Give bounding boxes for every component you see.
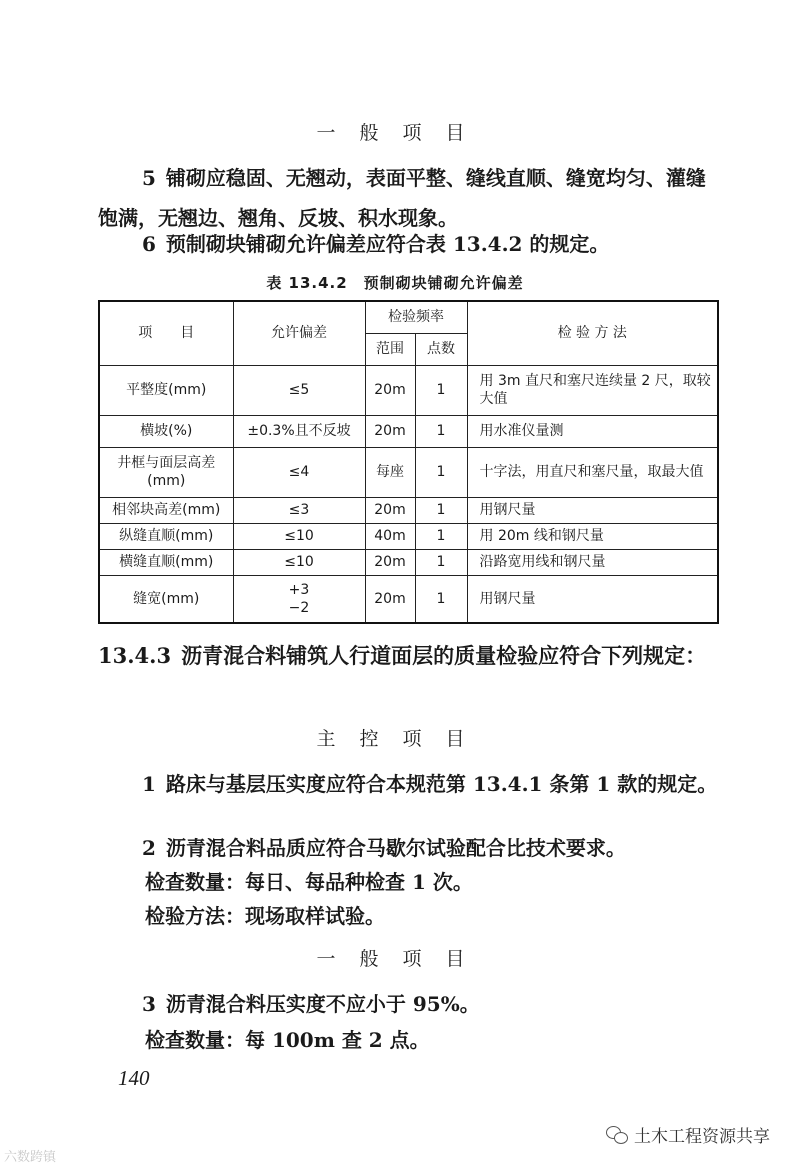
header-frequency: 检验频率 <box>365 301 467 333</box>
cell-method: 用钢尺量 <box>467 497 718 523</box>
cell-tolerance: ≤4 <box>233 447 365 497</box>
cell-method: 用钢尺量 <box>467 575 718 623</box>
cell-item: 横缝直顺(mm) <box>99 549 233 575</box>
table-row <box>99 447 718 497</box>
main-item-1 <box>98 764 720 804</box>
item-text: 路床与基层压实度应符合本规范第 13.4.1 条第 1 款的规定。 <box>165 772 718 796</box>
cell-tolerance <box>233 575 365 623</box>
cell-range: 20m <box>365 497 415 523</box>
cell-method: 用 20m 线和钢尺量 <box>467 523 718 549</box>
item-number: 2 <box>142 836 156 860</box>
inspection-quantity: 检查数量：每日、每品种检查 1 次。 <box>145 870 473 894</box>
header-method: 检 验 方 法 <box>467 301 718 365</box>
table-title: 表 13.4.2 预制砌块铺砌允许偏差 <box>266 274 524 292</box>
clause-13-4-3 <box>98 636 720 676</box>
item-6 <box>98 224 720 264</box>
cell-item: 纵缝直顺(mm) <box>99 523 233 549</box>
cell-method: 用 3m 直尺和塞尺连续量 2 尺，取较大值 <box>467 365 718 415</box>
table-row <box>99 415 718 447</box>
cell-item: 平整度(mm) <box>99 365 233 415</box>
item-number: 1 <box>142 772 156 796</box>
cell-item: 井框与面层高差(mm) <box>99 447 233 497</box>
clause-text: 沥青混合料铺筑人行道面层的质量检验应符合下列规定： <box>181 643 707 668</box>
cell-tolerance: ≤3 <box>233 497 365 523</box>
cell-range: 20m <box>365 415 415 447</box>
cell-points: 1 <box>415 575 467 623</box>
cell-points: 1 <box>415 415 467 447</box>
cell-method: 用水准仪量测 <box>467 415 718 447</box>
section-heading-general: 一 般 项 目 <box>316 122 474 144</box>
inspection-method: 检验方法：现场取样试验。 <box>145 904 385 928</box>
cell-range: 20m <box>365 365 415 415</box>
item-text: 沥青混合料压实度不应小于 95%。 <box>165 992 480 1016</box>
cell-points: 1 <box>415 549 467 575</box>
watermark-left: 六数跨镇 <box>4 1150 57 1165</box>
tolerance-table <box>98 300 719 624</box>
inspection-quantity-2: 检查数量：每 100m 查 2 点。 <box>145 1028 430 1052</box>
table-row <box>99 523 718 549</box>
watermark-right <box>606 1122 770 1147</box>
general-item-3 <box>98 984 720 1024</box>
table-row <box>99 575 718 623</box>
cell-item: 横坡(%) <box>99 415 233 447</box>
tolerance-minus: −2 <box>288 599 310 616</box>
item-text: 预制砌块铺砌允许偏差应符合表 13.4.2 的规定。 <box>165 232 610 256</box>
table-row <box>99 365 718 415</box>
cell-range: 每座 <box>365 447 415 497</box>
cell-range: 20m <box>365 575 415 623</box>
cell-tolerance: ≤5 <box>233 365 365 415</box>
cell-method: 十字法，用直尺和塞尺量，取最大值 <box>467 447 718 497</box>
cell-points: 1 <box>415 523 467 549</box>
cell-tolerance: ≤10 <box>233 523 365 549</box>
cell-tolerance: ±0.3%且不反坡 <box>233 415 365 447</box>
cell-points: 1 <box>415 447 467 497</box>
item-number: 5 <box>142 166 156 190</box>
cell-method: 沿路宽用线和钢尺量 <box>467 549 718 575</box>
watermark-text: 土木工程资源共享 <box>634 1127 770 1147</box>
cell-item: 相邻块高差(mm) <box>99 497 233 523</box>
cell-points: 1 <box>415 497 467 523</box>
item-number: 3 <box>142 992 156 1016</box>
header-tolerance: 允许偏差 <box>233 301 365 365</box>
item-text: 铺砌应稳固、无翘动，表面平整、缝线直顺、缝宽均匀、灌缝饱满，无翘边、翘角、反坡、积水现象。 <box>98 166 706 230</box>
table-row <box>99 497 718 523</box>
cell-range: 40m <box>365 523 415 549</box>
cell-range: 20m <box>365 549 415 575</box>
item-number: 6 <box>142 232 156 256</box>
tolerance-plus: +3 <box>288 581 310 598</box>
table-row <box>99 549 718 575</box>
section-heading-general-2: 一 般 项 目 <box>316 948 474 970</box>
section-heading-main: 主 控 项 目 <box>316 728 474 750</box>
cell-item: 缝宽(mm) <box>99 575 233 623</box>
cell-tolerance: ≤10 <box>233 549 365 575</box>
header-points: 点数 <box>415 333 467 365</box>
clause-number: 13.4.3 <box>98 643 172 668</box>
item-text: 沥青混合料品质应符合马歇尔试验配合比技术要求。 <box>165 836 626 860</box>
cell-points: 1 <box>415 365 467 415</box>
wechat-icon <box>606 1126 628 1144</box>
page-number: 140 <box>118 1066 150 1090</box>
header-item: 项 目 <box>99 301 233 365</box>
header-range: 范围 <box>365 333 415 365</box>
